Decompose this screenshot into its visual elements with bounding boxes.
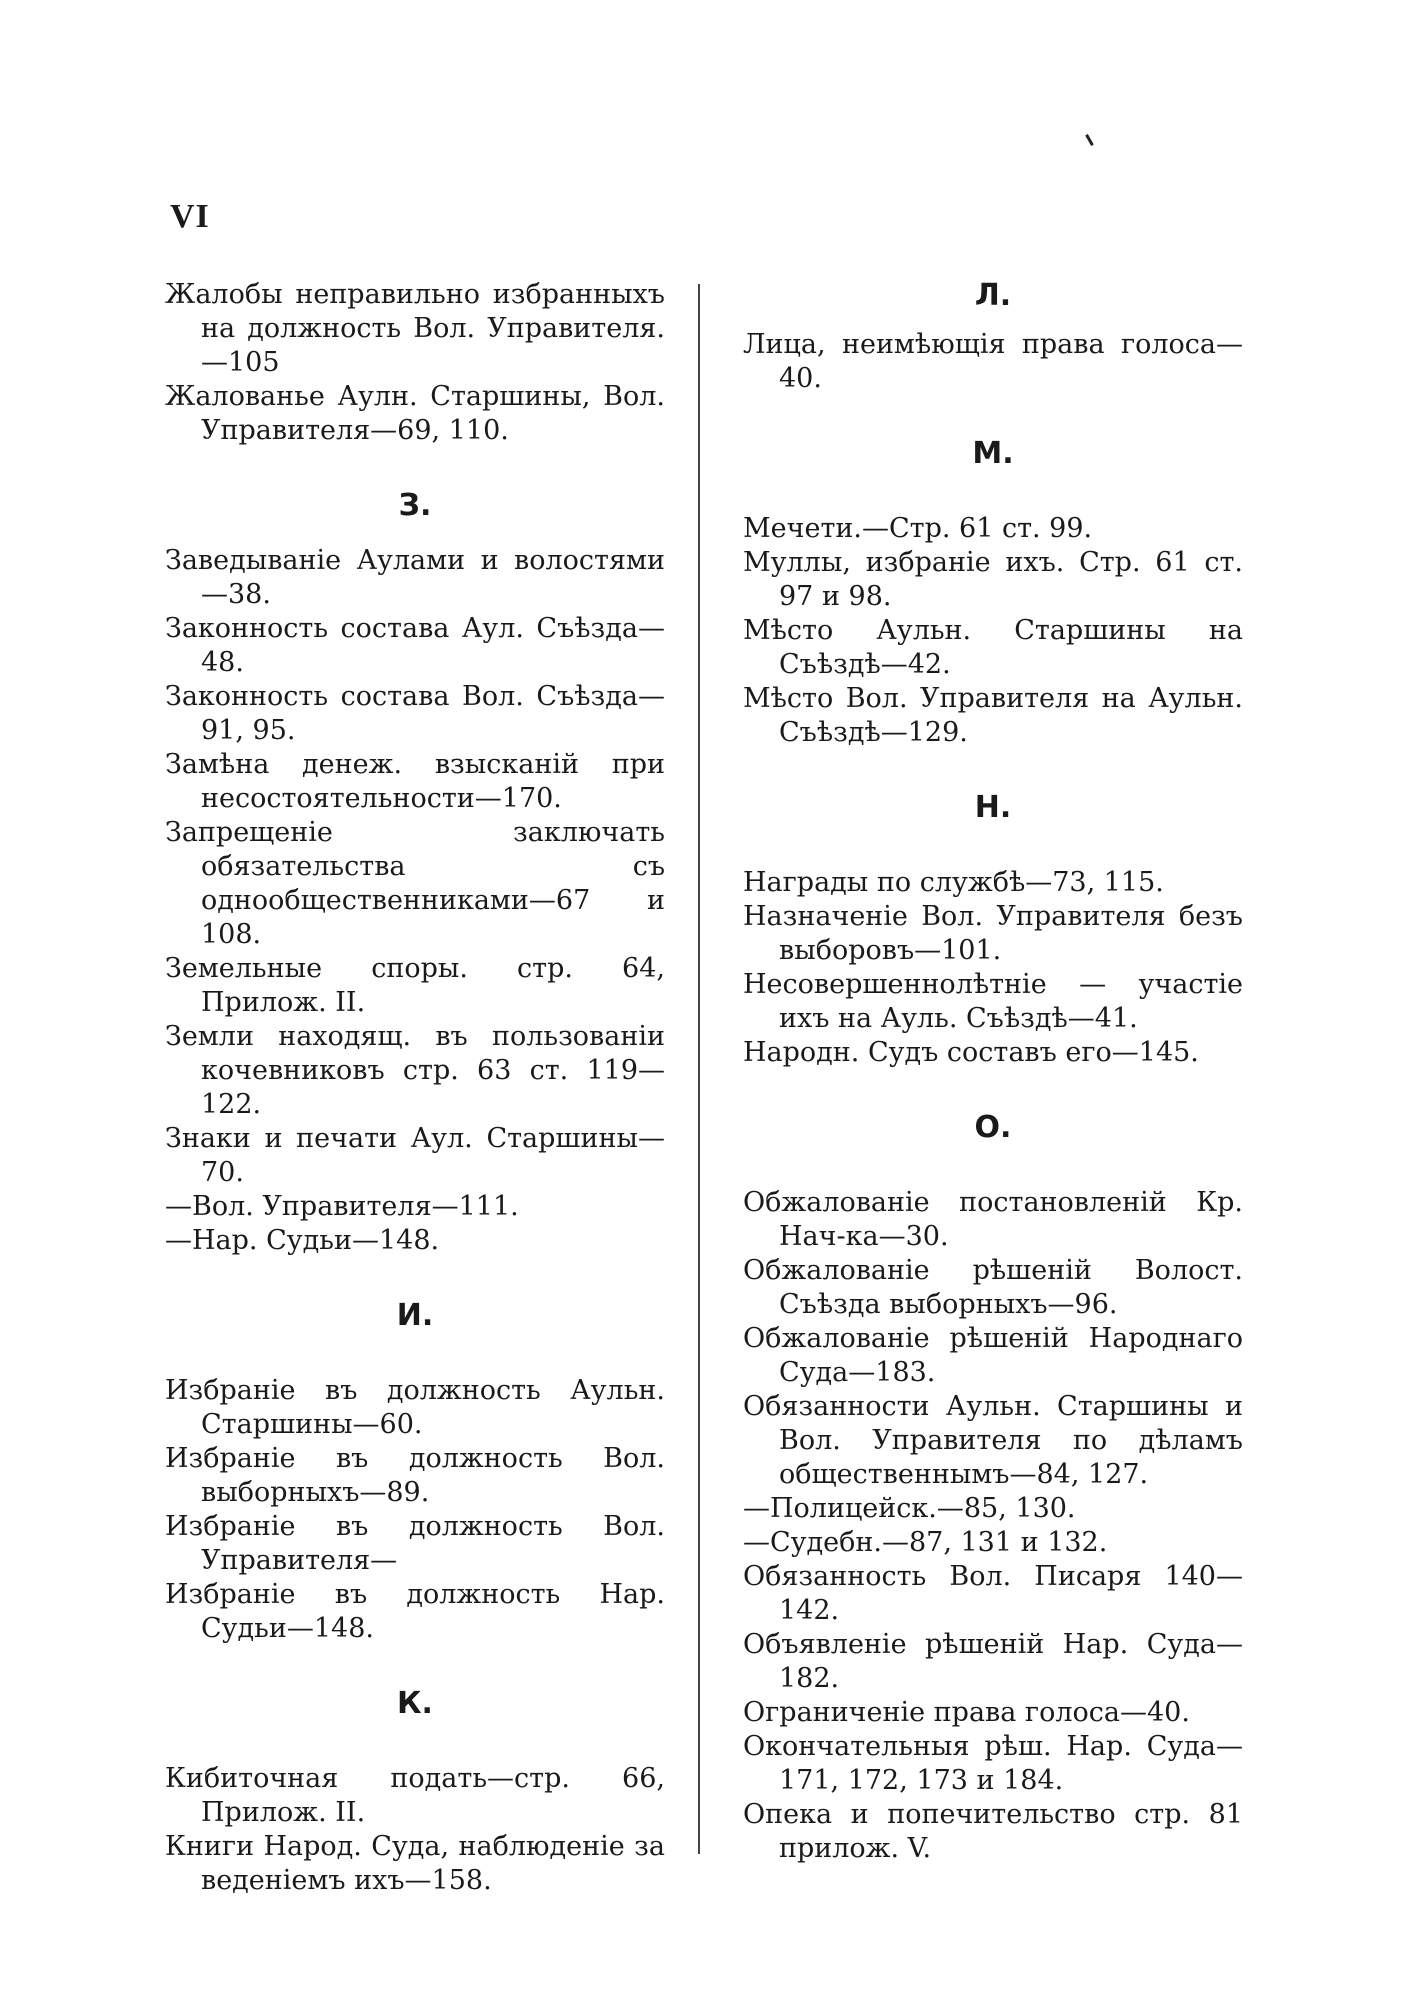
index-entry: Объявленіе рѣшеній Нар. Суда—182. <box>743 1629 1243 1694</box>
index-entry: Избраніе въ должность Вол. выборныхъ—89. <box>165 1443 665 1508</box>
index-entry: Обжалованіе рѣшеній Волост. Съѣзда выборныхъ—96. <box>743 1255 1243 1320</box>
index-entry: Обязанность Вол. Писаря 140—142. <box>743 1561 1243 1626</box>
index-entry: Знаки и печати Аул. Старшины—70. <box>165 1123 665 1188</box>
index-entry: Лица, неимѣющія права голоса—40. <box>743 329 1243 394</box>
stray-ink-mark <box>1085 134 1094 146</box>
index-entry: —Полицейск.—85, 130. <box>743 1493 1076 1524</box>
section-heading-k: К. <box>397 1686 433 1721</box>
index-entry: Назначеніе Вол. Управителя безъ выборовъ—101. <box>743 901 1243 966</box>
index-entry: Заведываніе Аулами и волостями—38. <box>165 545 665 610</box>
index-entry: Земельные споры. стр. 64, Прилож. II. <box>165 953 665 1018</box>
index-entry: Замѣна денеж. взысканій при несостоятельности—170. <box>165 749 665 814</box>
index-entry: Муллы, избраніе ихъ. Стр. 61 ст. 97 и 98. <box>743 547 1243 612</box>
section-heading-l: Л. <box>974 278 1012 313</box>
index-entry: Запрещеніе заключать обязательства съ однообщественниками—67 и 108. <box>165 817 665 950</box>
index-entry: Награды по службѣ—73, 115. <box>743 867 1164 898</box>
index-entry: Народн. Судъ составъ его—145. <box>743 1037 1199 1068</box>
index-entry: —Нар. Судьи—148. <box>165 1225 440 1256</box>
index-entry: Кибиточная подать—стр. 66, Прилож. II. <box>165 1763 665 1828</box>
section-heading-n: Н. <box>974 790 1012 825</box>
index-entry: —Судебн.—87, 131 и 132. <box>743 1527 1108 1558</box>
index-entry: Земли находящ. въ пользованіи кочевниковъ стр. 63 ст. 119—122. <box>165 1021 665 1120</box>
right-column <box>743 278 1243 1866</box>
index-entry: Избраніе въ должность Нар. Судьи—148. <box>165 1579 665 1644</box>
section-heading-m: М. <box>972 436 1014 471</box>
section-heading-z: З. <box>398 488 432 523</box>
index-entry: Обязанности Аульн. Старшины и Вол. Управителя по дѣламъ общественнымъ—84, 127. <box>743 1391 1243 1490</box>
index-entry: Ограниченіе права голоса—40. <box>743 1697 1190 1728</box>
index-entry: —Вол. Управителя—111. <box>165 1191 519 1222</box>
index-entry: Опека и попечительство стр. 81 прилож. V. <box>743 1799 1243 1864</box>
section-heading-o: О. <box>974 1110 1012 1145</box>
index-entry: Окончательныя рѣш. Нар. Суда—171, 172, 173 и 184. <box>743 1731 1243 1796</box>
index-entry: Законность состава Вол. Съѣзда—91, 95. <box>165 681 665 746</box>
index-entry: Обжалованіе рѣшеній Народнаго Суда—183. <box>743 1323 1243 1388</box>
index-entry: Мѣсто Аульн. Старшины на Съѣздѣ—42. <box>743 615 1243 680</box>
index-entry: Мечети.—Стр. 61 ст. 99. <box>743 513 1093 544</box>
section-heading-i: И. <box>396 1298 434 1333</box>
index-entry: Обжалованіе постановленій Кр. Нач-ка—30. <box>743 1187 1243 1252</box>
index-entry: Книги Народ. Суда, наблюденіе за веденіемъ ихъ—158. <box>165 1831 665 1896</box>
index-entry: Избраніе въ должность Аульн. Старшины—60. <box>165 1375 665 1440</box>
index-entry: Законность состава Аул. Съѣзда—48. <box>165 613 665 678</box>
index-entry: Избраніе въ должность Вол. Управителя— <box>165 1511 665 1576</box>
index-entry: Мѣсто Вол. Управителя на Аульн. Съѣздѣ—129. <box>743 683 1243 748</box>
index-entry: Несовершеннолѣтніе — участіе ихъ на Ауль. Съѣздѣ—41. <box>743 969 1243 1034</box>
index-entry: Жалованье Аулн. Старшины, Вол. Управителя—69, 110. <box>165 381 665 446</box>
column-divider <box>698 284 700 1854</box>
left-column <box>165 278 665 1898</box>
index-entry: Жалобы неправильно избранныхъ на должность Вол. Управителя.—105 <box>165 279 665 378</box>
page-number: VI <box>170 198 210 235</box>
